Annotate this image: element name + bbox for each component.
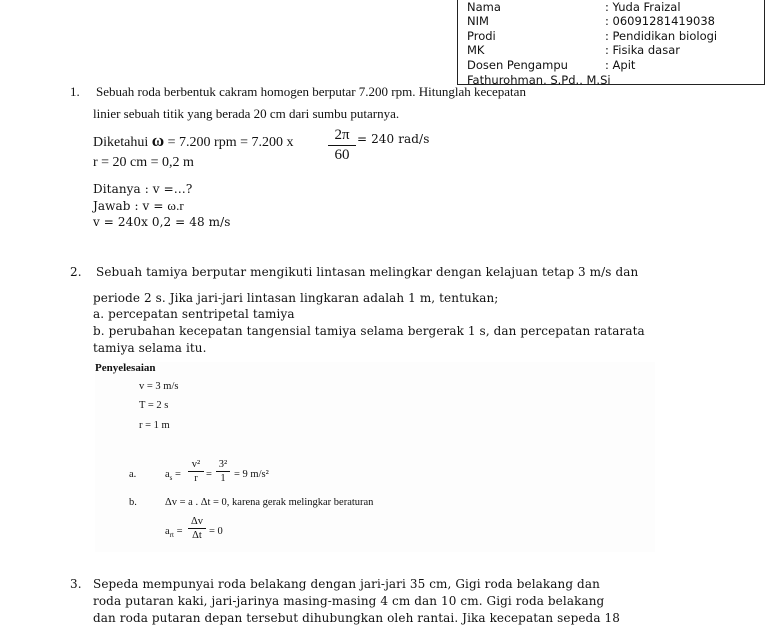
q1-r-line: r = 20 cm = 0,2 m bbox=[93, 155, 194, 170]
info-label: Nama bbox=[467, 0, 501, 14]
info-value: : Apit bbox=[605, 58, 636, 72]
info-label: Dosen Pengampu bbox=[467, 58, 568, 72]
solution-scan bbox=[95, 362, 655, 552]
q1-result: v = 240x 0,2 = 48 m/s bbox=[93, 215, 231, 229]
part-a-label: a. bbox=[129, 469, 137, 480]
info-label: Prodi bbox=[467, 29, 496, 43]
jawab-label: Jawab : v = bbox=[93, 199, 168, 213]
q1-jawab bbox=[93, 198, 184, 214]
fraction-bar bbox=[216, 471, 230, 472]
info-label: NIM bbox=[467, 14, 489, 28]
info-label: Fathurohman, S.Pd., M.Si bbox=[467, 73, 611, 85]
q1-ditanya: Ditanya : v =…? bbox=[93, 182, 193, 196]
q1-fraction bbox=[328, 127, 356, 164]
q2-line1: Sebuah tamiya berputar mengikuti lintasan melingkar dengan kelajuan tetap 3 m/s dan bbox=[96, 265, 639, 279]
as-equals: = bbox=[175, 469, 181, 480]
info-value: : Fisika dasar bbox=[605, 43, 680, 57]
q2-line3: a. percepatan sentripetal tamiya bbox=[93, 307, 295, 321]
art-subscript: rt bbox=[169, 531, 174, 540]
part-a-fraction-2 bbox=[216, 459, 230, 484]
q2-line2: periode 2 s. Jika jari-jari lintasan lingkaran adalah 1 m, tentukan; bbox=[93, 291, 499, 305]
fraction-denominator: r bbox=[194, 473, 198, 484]
art-fraction bbox=[188, 516, 206, 541]
part-a-equals: = bbox=[206, 469, 212, 480]
fraction-denominator: Δt bbox=[192, 530, 202, 541]
q1-fraction-result: = 240 rad/s bbox=[357, 132, 430, 146]
q3-line3: dan roda putaran depan tersebut dihubungkan oleh rantai. Jika kecepatan sepeda 18 bbox=[93, 611, 620, 625]
as-subscript: s bbox=[169, 474, 173, 483]
given-v: v = 3 m/s bbox=[139, 381, 179, 392]
fraction-denominator: 1 bbox=[220, 473, 226, 484]
q2-number: 2. bbox=[70, 265, 82, 279]
q3-line1: Sepeda mempunyai roda belakang dengan jari-jari 35 cm, Gigi roda belakang dan bbox=[93, 577, 600, 591]
info-label: MK bbox=[467, 43, 485, 57]
penyelesaian-title: Penyelesaian bbox=[95, 362, 156, 374]
q1-line2: linier sebuah titik yang berada 20 cm dari sumbu putarnya. bbox=[93, 106, 400, 121]
q3-number: 3. bbox=[70, 577, 82, 591]
fraction-denominator: 60 bbox=[334, 147, 350, 163]
art-result: = 0 bbox=[209, 526, 223, 537]
q1-diketahui bbox=[93, 131, 294, 151]
student-info-box bbox=[457, 0, 765, 85]
art-lhs: $a_{rt}$ = bbox=[165, 526, 183, 540]
info-value: : Yuda Fraizal bbox=[605, 0, 681, 14]
omega-symbol: ω bbox=[151, 131, 165, 150]
fraction-bar bbox=[188, 528, 206, 529]
part-a-lhs bbox=[165, 469, 181, 482]
fraction-numerator: v² bbox=[191, 459, 201, 470]
given-r: r = 1 m bbox=[139, 420, 170, 431]
fraction-numerator: 2π bbox=[334, 127, 350, 143]
info-value: : Pendidikan biologi bbox=[605, 29, 718, 43]
q1-number: 1. bbox=[70, 84, 80, 99]
given-T: T = 2 s bbox=[139, 400, 169, 411]
part-b-label: b. bbox=[129, 497, 137, 508]
fraction-numerator: 3² bbox=[218, 459, 228, 470]
part-a-fraction-1 bbox=[188, 459, 204, 484]
diketahui-equation: = 7.200 rpm = 7.200 x bbox=[164, 135, 294, 150]
part-b-text: Δv = a . Δt = 0, karena gerak melingkar beraturan bbox=[165, 497, 374, 508]
fraction-numerator: Δv bbox=[190, 516, 203, 527]
fraction-bar bbox=[328, 145, 356, 146]
q3-line2: roda putaran kaki, jari-jarinya masing-masing 4 cm dan 10 cm. Gigi roda belakang bbox=[93, 594, 605, 608]
art-symbol: a bbox=[165, 526, 170, 537]
diketahui-label: Diketahui bbox=[93, 135, 149, 150]
q2-line5: tamiya selama itu. bbox=[93, 341, 207, 355]
fraction-bar bbox=[188, 471, 204, 472]
info-value: : 06091281419038 bbox=[605, 14, 715, 28]
as-symbol: a bbox=[165, 469, 170, 480]
jawab-formula: ω.r bbox=[167, 198, 184, 213]
q2-line4: b. perubahan kecepatan tangensial tamiya selama bergerak 1 s, dan percepatan ratarata bbox=[93, 324, 645, 338]
q1-line1: Sebuah roda berbentuk cakram homogen berputar 7.200 rpm. Hitunglah kecepatan bbox=[96, 84, 526, 99]
part-a-result: = 9 m/s² bbox=[234, 469, 269, 480]
